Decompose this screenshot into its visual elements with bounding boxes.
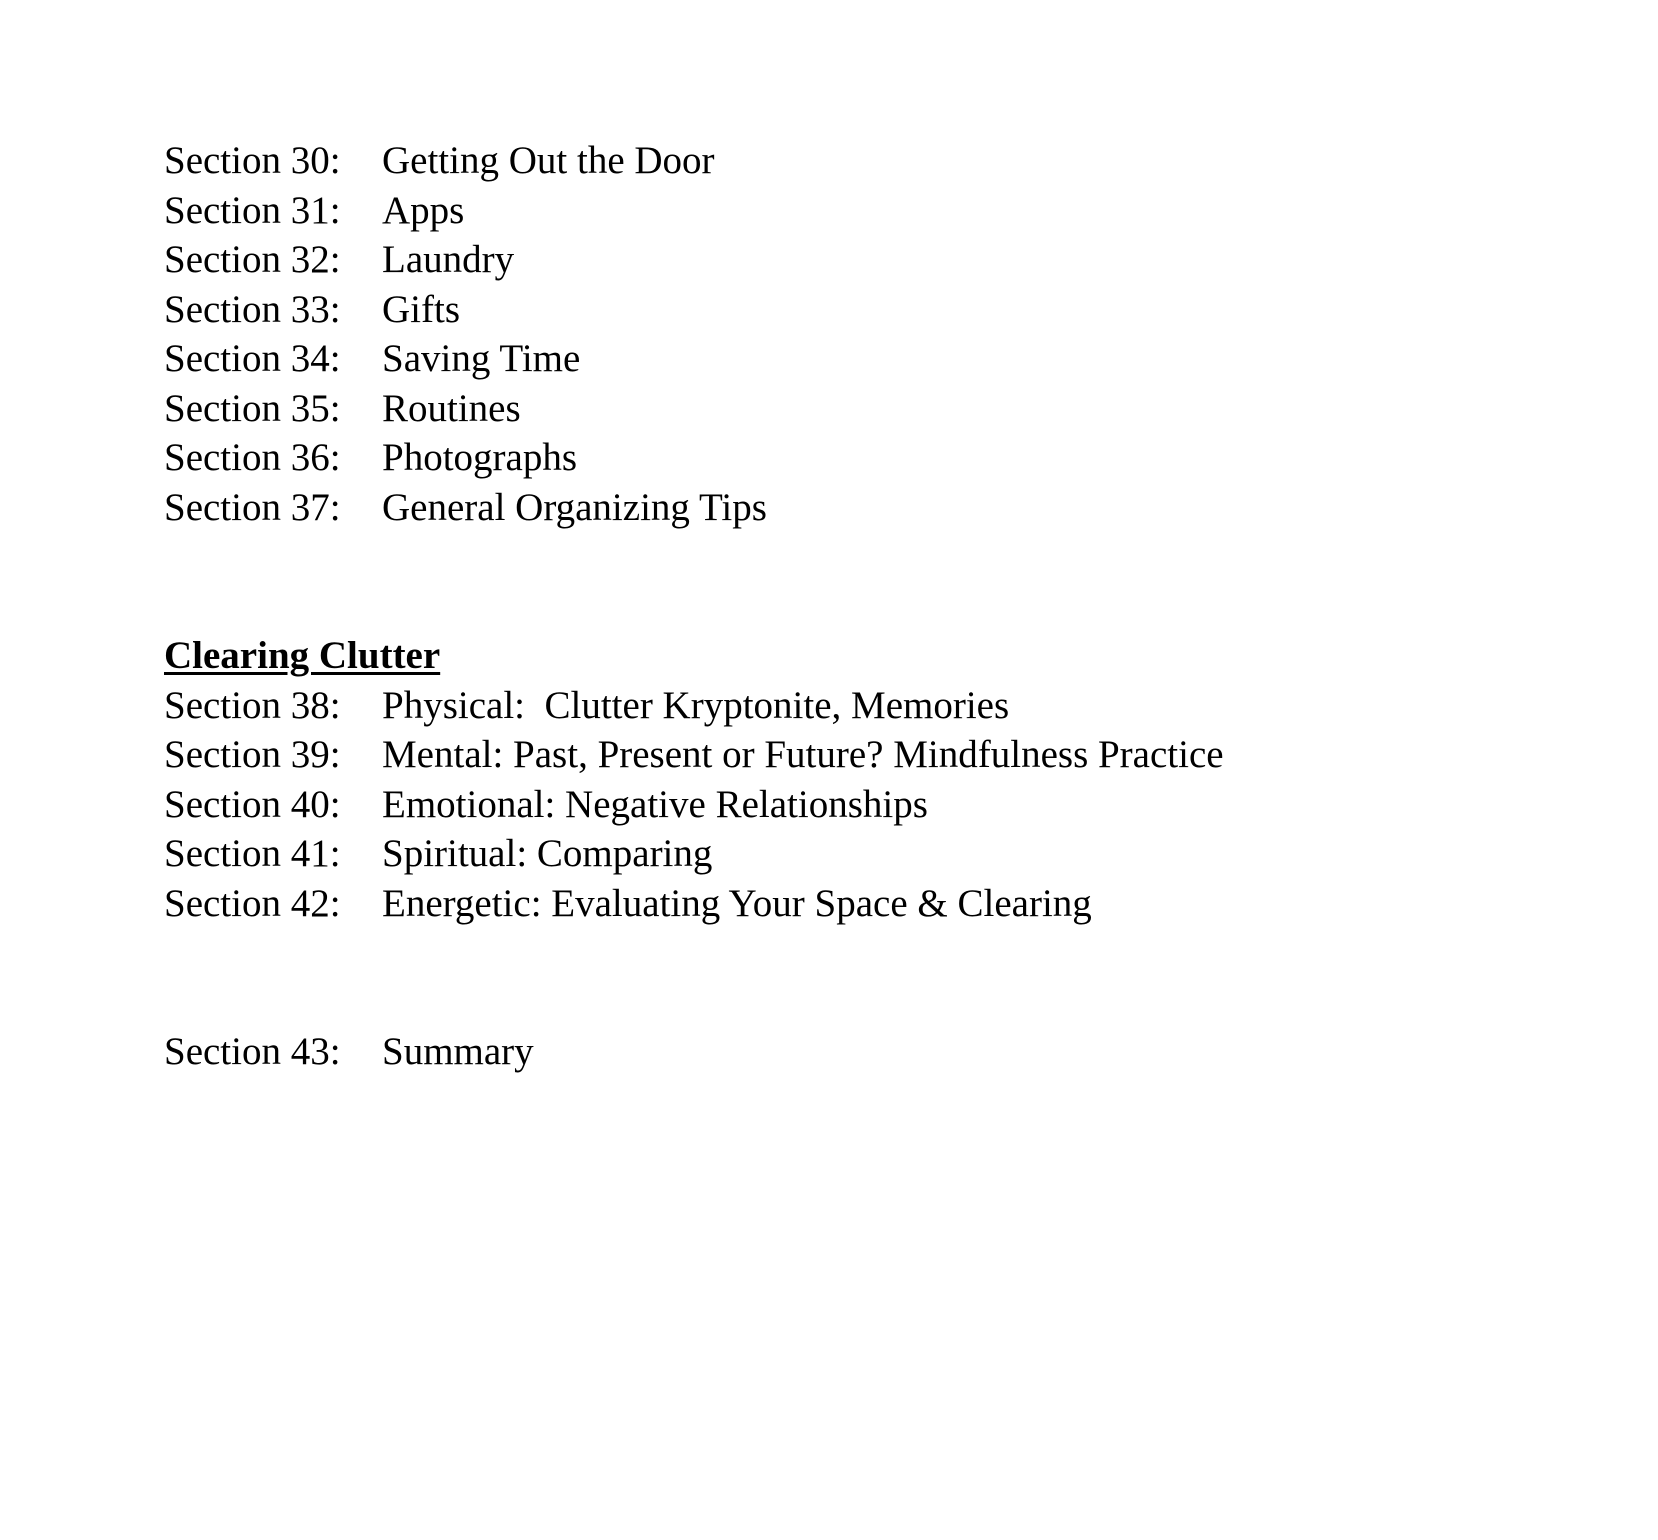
- section-title: General Organizing Tips: [382, 485, 767, 529]
- toc-entry: [164, 879, 1224, 929]
- toc-entry: [164, 433, 1224, 483]
- toc-group-1: [164, 136, 1224, 532]
- section-title: Laundry: [382, 238, 515, 281]
- section-title: Emotional: Negative Relationships: [382, 782, 928, 826]
- section-title: Summary: [382, 1030, 534, 1073]
- section-heading: Clearing Clutter: [164, 634, 441, 677]
- section-number: Section 42:: [164, 881, 341, 925]
- toc-entry: [164, 829, 1224, 879]
- toc-group-3: [164, 1027, 1224, 1077]
- section-number: Section 38:: [164, 683, 341, 727]
- toc-entry: [164, 681, 1224, 731]
- toc-entry: [164, 730, 1224, 780]
- section-title: Getting Out the Door: [382, 139, 715, 182]
- toc-entry: [164, 285, 1224, 335]
- section-title: Mental: Past, Present or Future? Mindfulness Practice: [382, 733, 1224, 776]
- section-number: Section 40:: [164, 782, 341, 826]
- section-title: Routines: [382, 386, 521, 430]
- spacer: [164, 532, 1224, 631]
- section-title: Gifts: [382, 287, 460, 331]
- section-title: Photographs: [382, 436, 577, 479]
- section-number: Section 34:: [164, 337, 341, 380]
- toc-entry: [164, 483, 1224, 533]
- section-title: Apps: [382, 188, 465, 232]
- spacer: [164, 928, 1224, 1027]
- section-number: Section 32:: [164, 238, 341, 281]
- section-number: Section 33:: [164, 287, 341, 331]
- section-number: Section 30:: [164, 139, 341, 182]
- section-number: Section 39:: [164, 733, 341, 776]
- section-title: Spiritual: Comparing: [382, 832, 713, 875]
- section-number: Section 36:: [164, 436, 341, 479]
- table-of-contents: [164, 136, 1224, 1077]
- toc-entry: [164, 384, 1224, 434]
- section-number: Section 37:: [164, 485, 341, 529]
- toc-entry: [164, 334, 1224, 384]
- toc-entry: [164, 780, 1224, 830]
- section-number: Section 41:: [164, 832, 341, 875]
- toc-entry: [164, 235, 1224, 285]
- toc-entry: [164, 1027, 1224, 1077]
- section-number: Section 43:: [164, 1030, 341, 1073]
- toc-entry: [164, 186, 1224, 236]
- section-title: Saving Time: [382, 337, 581, 380]
- section-number: Section 31:: [164, 188, 341, 232]
- section-title: Energetic: Evaluating Your Space & Clearing: [382, 881, 1092, 925]
- section-title: Physical: Clutter Kryptonite, Memories: [382, 683, 1010, 727]
- toc-entry: [164, 136, 1224, 186]
- section-number: Section 35:: [164, 386, 341, 430]
- toc-group-clearing-clutter: [164, 631, 1224, 928]
